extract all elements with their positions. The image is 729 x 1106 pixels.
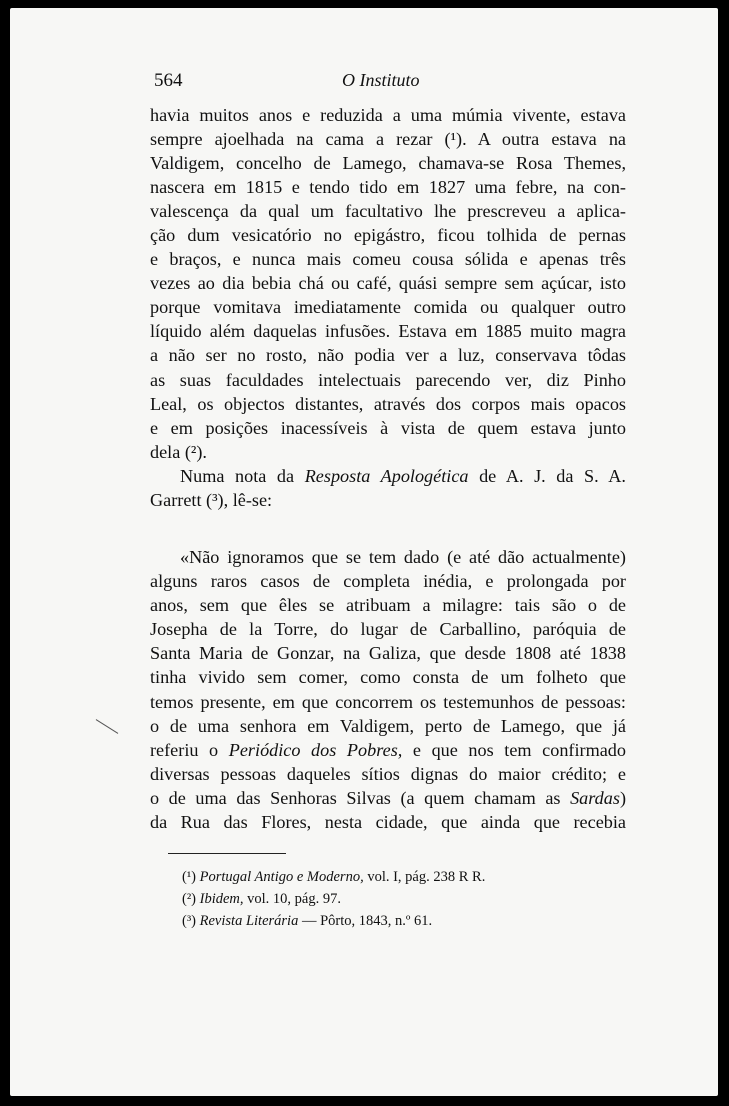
footnote-source-italic: Revista Literária: [199, 913, 299, 929]
text-line: a não ser no rosto, não podia ver a luz, conservava tôdas: [150, 345, 626, 366]
footnote-3: [182, 910, 485, 932]
quote-line: [150, 786, 626, 810]
text-line: e braços, e nunca mais comeu cousa sólida e apenas três: [150, 249, 626, 270]
text-line: líquido além daquelas infusões. Estava em 1885 muito magra: [150, 321, 626, 342]
text-run: o de uma das Senhoras Silvas (a quem chamam as: [150, 787, 571, 808]
periodical-title-italic: Periódico dos Pobres,: [228, 739, 403, 760]
quote-line: o de uma senhora em Valdigem, perto de Lamego, que já: [150, 715, 626, 736]
quote-line: anos, sem que êles se atribuam a milagre: tais são o de: [150, 595, 626, 616]
quote-line: Santa Maria de Gonzar, na Galiza, que desde 1808 até 1838: [150, 643, 626, 664]
footnote-marker: (³): [182, 913, 197, 929]
text-run: de A. J. da S. A.: [468, 465, 626, 486]
text-run: ): [619, 787, 626, 808]
quote-line: [150, 738, 626, 762]
text-run: referiu o: [150, 739, 229, 760]
text-line: havia muitos anos e reduzida a uma múmia vivente, estava: [150, 105, 626, 125]
quote-line: «Não ignoramos que se tem dado (e até dão actualmente): [180, 547, 626, 567]
text-line: Leal, os objectos distantes, através dos corpos mais opacos: [150, 393, 626, 414]
footnote-text: vol. 10, pág. 97.: [243, 891, 341, 907]
footnote-1: [182, 866, 485, 888]
footnote-source-italic: Ibidem,: [199, 891, 244, 907]
quote-line: Josepha de la Torre, do lugar de Carballino, paróquia de: [150, 619, 626, 640]
text-line: e em posições inacessíveis à vista de quem estava junto: [150, 417, 626, 438]
footnote-marker: (²): [182, 891, 197, 907]
text-line: sempre ajoelhada na cama a rezar (¹). A outra estava na: [150, 129, 626, 150]
footnote-rule: [168, 853, 286, 854]
text-line: dela (²).: [150, 441, 207, 462]
text-line: nascera em 1815 e tendo tido em 1827 uma febre, na con-: [150, 177, 626, 198]
footnote-source-italic: Portugal Antigo e Moderno,: [199, 869, 364, 885]
footnote-marker: (¹): [182, 869, 197, 885]
quote-line: tinha vivido sem comer, como consta de um folheto que: [150, 667, 626, 688]
quote-line: alguns raros casos de completa inédia, e prolongada por: [150, 571, 626, 592]
footnote-text: — Pôrto, 1843, n.º 61.: [298, 913, 433, 929]
text-line: ção dum vesicatório no epigástro, ficou tolhida de pernas: [150, 225, 626, 246]
running-title: O Instituto: [342, 70, 420, 90]
book-title-italic: Resposta Apologética: [304, 465, 469, 486]
quote-line: diversas pessoas daqueles sítios dignas do maior crédito; e: [150, 763, 626, 784]
paragraph-2-line-1: [150, 464, 626, 488]
page-number: 564: [154, 70, 183, 91]
nickname-italic: Sardas: [570, 787, 620, 808]
text-line: vezes ao dia bebia chá ou café, quási sempre sem açúcar, isto: [150, 273, 626, 294]
footnote-text: vol. I, pág. 238 R R.: [363, 869, 486, 885]
footnotes: [182, 866, 485, 932]
quotation-block: [150, 545, 626, 834]
body-paragraph-1: [150, 103, 626, 512]
text-line: Valdigem, concelho de Lamego, chamava-se Rosa Themes,: [150, 153, 626, 174]
text-line: porque vomitava imediatamente comida ou qualquer outro: [150, 297, 626, 318]
text-run: e que nos tem confirmado: [402, 739, 626, 760]
quote-line: temos presente, em que concorrem os testemunhos de pessoas:: [150, 691, 626, 712]
footnote-2: [182, 888, 485, 910]
paragraph-2-line-2: Garrett (³), lê-se:: [150, 489, 273, 510]
text-line: valescença da qual um facultativo lhe prescreveu a aplica-: [150, 201, 626, 222]
quote-line: da Rua das Flores, nesta cidade, que ainda que recebia: [150, 812, 626, 833]
text-run: Numa nota da: [180, 465, 305, 486]
text-line: as suas faculdades intelectuais parecendo ver, diz Pinho: [150, 369, 626, 390]
